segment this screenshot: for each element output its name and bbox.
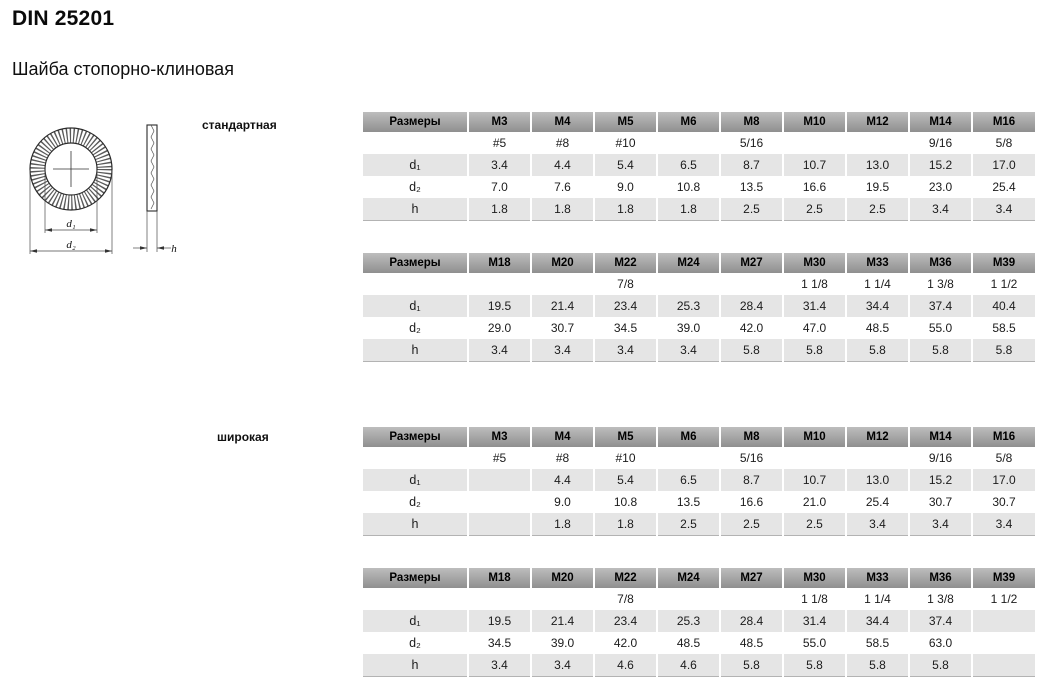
- value-cell: 4.6: [657, 654, 720, 676]
- row-label: d₂: [363, 317, 468, 339]
- sizes-column-header: Размеры: [363, 427, 468, 447]
- value-cell: 7.0: [468, 176, 531, 198]
- table-row: [363, 198, 1035, 220]
- value-cell: 23.4: [594, 610, 657, 632]
- value-cell: 3.4: [468, 654, 531, 676]
- value-cell: #5: [468, 132, 531, 154]
- value-cell: 30.7: [972, 491, 1035, 513]
- table-row: [363, 447, 1035, 469]
- value-cell: 1 3/8: [909, 588, 972, 610]
- table-row: [363, 491, 1035, 513]
- value-cell: 37.4: [909, 295, 972, 317]
- metric-size-header: M16: [972, 427, 1035, 447]
- dimensions-table: [363, 112, 1035, 221]
- metric-size-header: M20: [531, 253, 594, 273]
- table-wide-m3-m16: [363, 427, 1035, 536]
- row-label: [363, 447, 468, 469]
- row-label: d₂: [363, 491, 468, 513]
- value-cell: [657, 588, 720, 610]
- value-cell: 4.4: [531, 154, 594, 176]
- value-cell: 31.4: [783, 295, 846, 317]
- value-cell: 1.8: [468, 198, 531, 220]
- value-cell: [783, 447, 846, 469]
- metric-size-header: M16: [972, 112, 1035, 132]
- table-row: [363, 317, 1035, 339]
- metric-size-header: M12: [846, 427, 909, 447]
- value-cell: 13.5: [720, 176, 783, 198]
- value-cell: 1.8: [594, 513, 657, 535]
- value-cell: #8: [531, 447, 594, 469]
- value-cell: 5.4: [594, 469, 657, 491]
- value-cell: 8.7: [720, 154, 783, 176]
- row-label: d₂: [363, 176, 468, 198]
- value-cell: [783, 132, 846, 154]
- value-cell: 19.5: [468, 610, 531, 632]
- value-cell: 34.4: [846, 610, 909, 632]
- value-cell: 15.2: [909, 154, 972, 176]
- value-cell: 13.0: [846, 154, 909, 176]
- value-cell: 19.5: [846, 176, 909, 198]
- value-cell: 10.8: [594, 491, 657, 513]
- value-cell: 48.5: [657, 632, 720, 654]
- value-cell: 30.7: [909, 491, 972, 513]
- metric-size-header: M33: [846, 253, 909, 273]
- sizes-column-header: Размеры: [363, 568, 468, 588]
- metric-size-header: M22: [594, 568, 657, 588]
- table-wide-m18-m39: [363, 568, 1035, 677]
- table-standard-m3-m16: [363, 112, 1035, 221]
- value-cell: 10.8: [657, 176, 720, 198]
- value-cell: [720, 273, 783, 295]
- value-cell: #10: [594, 447, 657, 469]
- row-label: h: [363, 513, 468, 535]
- table-row: [363, 654, 1035, 676]
- row-label: [363, 273, 468, 295]
- value-cell: 3.4: [909, 198, 972, 220]
- value-cell: 5.8: [909, 339, 972, 361]
- row-label: [363, 588, 468, 610]
- metric-size-header: M6: [657, 427, 720, 447]
- value-cell: 3.4: [972, 198, 1035, 220]
- metric-size-header: M10: [783, 427, 846, 447]
- value-cell: 1 1/2: [972, 273, 1035, 295]
- value-cell: [468, 513, 531, 535]
- table-row: [363, 339, 1035, 361]
- value-cell: [846, 447, 909, 469]
- section-label-wide: широкая: [217, 430, 269, 444]
- value-cell: 7/8: [594, 588, 657, 610]
- value-cell: 5.8: [846, 339, 909, 361]
- value-cell: 3.4: [972, 513, 1035, 535]
- row-label: h: [363, 198, 468, 220]
- value-cell: 21.0: [783, 491, 846, 513]
- value-cell: 31.4: [783, 610, 846, 632]
- value-cell: 1 1/8: [783, 273, 846, 295]
- value-cell: [468, 491, 531, 513]
- value-cell: 28.4: [720, 610, 783, 632]
- table-row: [363, 513, 1035, 535]
- value-cell: [468, 469, 531, 491]
- value-cell: 5.4: [594, 154, 657, 176]
- value-cell: 2.5: [720, 198, 783, 220]
- value-cell: 3.4: [909, 513, 972, 535]
- value-cell: 3.4: [531, 339, 594, 361]
- value-cell: 9.0: [594, 176, 657, 198]
- table-row: [363, 132, 1035, 154]
- value-cell: 28.4: [720, 295, 783, 317]
- value-cell: #10: [594, 132, 657, 154]
- metric-size-header: M4: [531, 112, 594, 132]
- value-cell: 25.4: [972, 176, 1035, 198]
- metric-size-header: M30: [783, 253, 846, 273]
- value-cell: [720, 588, 783, 610]
- sizes-column-header: Размеры: [363, 253, 468, 273]
- value-cell: 3.4: [468, 154, 531, 176]
- metric-size-header: M24: [657, 568, 720, 588]
- value-cell: 5/16: [720, 132, 783, 154]
- value-cell: 2.5: [720, 513, 783, 535]
- dimension-label-d1: d₁: [66, 218, 76, 230]
- table-row: [363, 176, 1035, 198]
- table-header-row: [363, 253, 1035, 273]
- table-header-row: [363, 568, 1035, 588]
- table-row: [363, 588, 1035, 610]
- dimensions-table: [363, 253, 1035, 362]
- value-cell: 17.0: [972, 154, 1035, 176]
- row-label: d₁: [363, 610, 468, 632]
- value-cell: 29.0: [468, 317, 531, 339]
- h-dimension-lines: [133, 211, 171, 252]
- row-label: d₁: [363, 469, 468, 491]
- value-cell: 5.8: [783, 654, 846, 676]
- value-cell: 9/16: [909, 447, 972, 469]
- value-cell: [468, 273, 531, 295]
- table-row: [363, 632, 1035, 654]
- value-cell: 48.5: [720, 632, 783, 654]
- metric-size-header: M6: [657, 112, 720, 132]
- row-label: d₁: [363, 154, 468, 176]
- table-row: [363, 154, 1035, 176]
- value-cell: 25.3: [657, 610, 720, 632]
- row-label: h: [363, 654, 468, 676]
- value-cell: 23.0: [909, 176, 972, 198]
- value-cell: 17.0: [972, 469, 1035, 491]
- washer-front-view: [30, 128, 112, 210]
- value-cell: 48.5: [846, 317, 909, 339]
- page-subtitle: Шайба стопорно-клиновая: [12, 59, 234, 79]
- value-cell: 25.4: [846, 491, 909, 513]
- value-cell: 7.6: [531, 176, 594, 198]
- value-cell: 10.7: [783, 469, 846, 491]
- table-header-row: [363, 427, 1035, 447]
- value-cell: 1.8: [531, 513, 594, 535]
- value-cell: 5.8: [783, 339, 846, 361]
- metric-size-header: M3: [468, 427, 531, 447]
- value-cell: 58.5: [846, 632, 909, 654]
- metric-size-header: M5: [594, 427, 657, 447]
- value-cell: 55.0: [783, 632, 846, 654]
- value-cell: 13.0: [846, 469, 909, 491]
- metric-size-header: M14: [909, 427, 972, 447]
- metric-size-header: M18: [468, 253, 531, 273]
- value-cell: 15.2: [909, 469, 972, 491]
- value-cell: 2.5: [783, 198, 846, 220]
- washer-side-view: [147, 125, 157, 211]
- value-cell: 58.5: [972, 317, 1035, 339]
- value-cell: 1 1/4: [846, 273, 909, 295]
- value-cell: 5/8: [972, 132, 1035, 154]
- value-cell: 21.4: [531, 610, 594, 632]
- value-cell: 3.4: [846, 513, 909, 535]
- value-cell: 1 3/8: [909, 273, 972, 295]
- value-cell: 30.7: [531, 317, 594, 339]
- metric-size-header: M8: [720, 427, 783, 447]
- row-label: d₁: [363, 295, 468, 317]
- value-cell: 16.6: [720, 491, 783, 513]
- h-dimension-arrows: [140, 246, 164, 250]
- value-cell: 19.5: [468, 295, 531, 317]
- metric-size-header: M10: [783, 112, 846, 132]
- value-cell: 6.5: [657, 154, 720, 176]
- value-cell: [531, 588, 594, 610]
- value-cell: 5/16: [720, 447, 783, 469]
- metric-size-header: M4: [531, 427, 594, 447]
- value-cell: [657, 273, 720, 295]
- value-cell: 3.4: [594, 339, 657, 361]
- value-cell: 7/8: [594, 273, 657, 295]
- metric-size-header: M27: [720, 253, 783, 273]
- value-cell: 16.6: [783, 176, 846, 198]
- value-cell: [972, 654, 1035, 676]
- value-cell: 1 1/4: [846, 588, 909, 610]
- metric-size-header: M12: [846, 112, 909, 132]
- value-cell: 39.0: [657, 317, 720, 339]
- metric-size-header: M39: [972, 253, 1035, 273]
- section-label-standard: стандартная: [202, 118, 277, 132]
- value-cell: 5.8: [720, 654, 783, 676]
- metric-size-header: M36: [909, 568, 972, 588]
- table-standard-m18-m39: [363, 253, 1035, 362]
- row-label: [363, 132, 468, 154]
- metric-size-header: M39: [972, 568, 1035, 588]
- value-cell: [657, 447, 720, 469]
- value-cell: 1.8: [657, 198, 720, 220]
- sizes-column-header: Размеры: [363, 112, 468, 132]
- metric-size-header: M27: [720, 568, 783, 588]
- value-cell: #8: [531, 132, 594, 154]
- dimensions-table: [363, 427, 1035, 536]
- value-cell: 5.8: [909, 654, 972, 676]
- table-row: [363, 610, 1035, 632]
- value-cell: 3.4: [468, 339, 531, 361]
- value-cell: [972, 610, 1035, 632]
- value-cell: 1.8: [531, 198, 594, 220]
- value-cell: 47.0: [783, 317, 846, 339]
- table-row: [363, 273, 1035, 295]
- metric-size-header: M18: [468, 568, 531, 588]
- metric-size-header: M33: [846, 568, 909, 588]
- table-row: [363, 469, 1035, 491]
- row-label: h: [363, 339, 468, 361]
- metric-size-header: M3: [468, 112, 531, 132]
- value-cell: 9/16: [909, 132, 972, 154]
- value-cell: 55.0: [909, 317, 972, 339]
- value-cell: 5.8: [720, 339, 783, 361]
- value-cell: [846, 132, 909, 154]
- value-cell: 34.5: [468, 632, 531, 654]
- value-cell: 1.8: [594, 198, 657, 220]
- washer-drawing: [8, 100, 218, 268]
- row-label: d₂: [363, 632, 468, 654]
- value-cell: 13.5: [657, 491, 720, 513]
- metric-size-header: M24: [657, 253, 720, 273]
- value-cell: 9.0: [531, 491, 594, 513]
- table-row: [363, 295, 1035, 317]
- value-cell: 2.5: [846, 198, 909, 220]
- dimensions-table: [363, 568, 1035, 677]
- metric-size-header: M30: [783, 568, 846, 588]
- dimension-label-d2: d₂: [66, 239, 76, 251]
- value-cell: 4.4: [531, 469, 594, 491]
- metric-size-header: M5: [594, 112, 657, 132]
- value-cell: 3.4: [531, 654, 594, 676]
- value-cell: 5.8: [846, 654, 909, 676]
- value-cell: 23.4: [594, 295, 657, 317]
- metric-size-header: M20: [531, 568, 594, 588]
- value-cell: 1 1/2: [972, 588, 1035, 610]
- value-cell: [972, 632, 1035, 654]
- value-cell: 5.8: [972, 339, 1035, 361]
- value-cell: 37.4: [909, 610, 972, 632]
- value-cell: 25.3: [657, 295, 720, 317]
- value-cell: 4.6: [594, 654, 657, 676]
- dimension-label-h: h: [171, 243, 177, 255]
- value-cell: [657, 132, 720, 154]
- value-cell: 63.0: [909, 632, 972, 654]
- value-cell: 34.4: [846, 295, 909, 317]
- value-cell: 2.5: [657, 513, 720, 535]
- metric-size-header: M36: [909, 253, 972, 273]
- metric-size-header: M22: [594, 253, 657, 273]
- value-cell: 42.0: [720, 317, 783, 339]
- value-cell: 42.0: [594, 632, 657, 654]
- value-cell: 21.4: [531, 295, 594, 317]
- value-cell: 8.7: [720, 469, 783, 491]
- value-cell: 40.4: [972, 295, 1035, 317]
- value-cell: 39.0: [531, 632, 594, 654]
- value-cell: 10.7: [783, 154, 846, 176]
- metric-size-header: M8: [720, 112, 783, 132]
- page-title: DIN 25201: [12, 7, 115, 30]
- table-header-row: [363, 112, 1035, 132]
- value-cell: [468, 588, 531, 610]
- value-cell: 34.5: [594, 317, 657, 339]
- value-cell: 2.5: [783, 513, 846, 535]
- value-cell: [531, 273, 594, 295]
- value-cell: 3.4: [657, 339, 720, 361]
- value-cell: #5: [468, 447, 531, 469]
- value-cell: 5/8: [972, 447, 1035, 469]
- value-cell: 6.5: [657, 469, 720, 491]
- value-cell: 1 1/8: [783, 588, 846, 610]
- metric-size-header: M14: [909, 112, 972, 132]
